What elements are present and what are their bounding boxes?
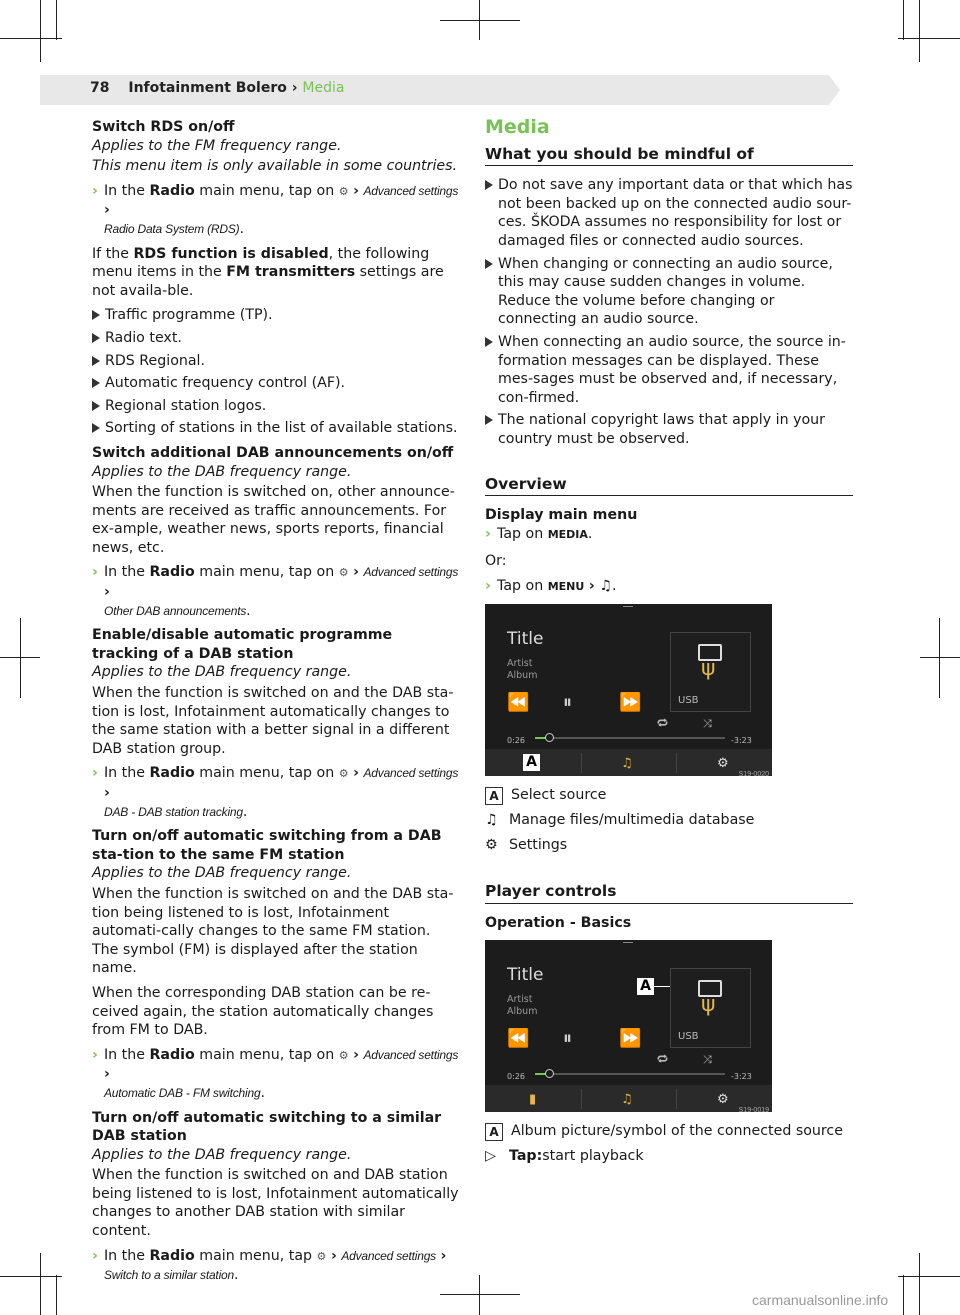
progress-track[interactable] (535, 737, 725, 739)
breadcrumb-separator: › (291, 80, 298, 96)
watermark: carmanualsonline.info (752, 1292, 889, 1308)
gear-icon: ⚙ (316, 1249, 327, 1263)
triangle-bullet-icon (92, 401, 100, 411)
media-heading: Media (485, 116, 550, 138)
rds-if-text: If the RDS function is disabled, the following menu items in the FM transmitters settings are not availa-ble. (92, 245, 444, 299)
similar-title: Turn on/off automatic switching to a similar DAB station (92, 1109, 442, 1145)
triangle-bullet-icon (92, 378, 100, 388)
fm-title: Turn on/off automatic switching from a DAB sta-tion to the same FM station (92, 828, 442, 863)
list-item: When connecting an audio source, the source in-formation messages can be displayed. These mes-sages must be observed and, if necessary, con-firmed. (485, 333, 853, 407)
crop-mark (40, 0, 41, 62)
gear-icon: ⚙ (338, 1048, 349, 1062)
track-applies: Applies to the DAB frequency range. (92, 664, 352, 681)
or-text: Or: (485, 553, 507, 570)
tap-media-step: › Tap on MEDIA. (485, 525, 593, 542)
shuffle-icon[interactable]: ⤨ (703, 1053, 712, 1067)
rds-applies: Applies to the FM frequency range. (92, 137, 342, 154)
chevron-right-icon: › (92, 564, 98, 581)
crop-mark (920, 657, 960, 658)
triangle-bullet-icon (485, 259, 493, 269)
gear-icon: ⚙ (485, 836, 498, 853)
gear-icon: ⚙ (338, 184, 349, 198)
progress-knob[interactable] (545, 733, 554, 742)
similar-applies: Applies to the DAB frequency range. (92, 1146, 352, 1163)
legend-item: ♫ Manage files/multimedia database (485, 812, 755, 829)
left-column (92, 118, 460, 1291)
usb-source-icon[interactable]: ▮ (529, 1092, 537, 1108)
tap-menu-step: › Tap on MENU › ♫. (485, 577, 617, 594)
crop-mark (903, 0, 904, 40)
pause-icon[interactable]: ⏸ (563, 692, 572, 714)
triangle-bullet-icon (92, 333, 100, 343)
chevron-right-icon: › (92, 765, 98, 782)
fm-applies: Applies to the DAB frequency range. (92, 865, 352, 882)
media-screen-figure-1: Title Artist Album ⏪ ⏸ ⏩ ψ USB 🔁︎ ⤨ 0:26 -3:23 A ♫ ⚙ S19-0020 (485, 604, 772, 776)
page-number: 78 (90, 80, 110, 96)
crop-mark (440, 20, 520, 21)
fm-text-1: When the function is switched on and the DAB sta-tion being listened to is lost, Infotainment automati-cally changes to the same FM station. The symbol (FM) is displayed after the station name. (92, 885, 454, 977)
media-screen-figure-2: Title Artist Album ⏪ ⏸ ⏩ ψ USB A 🔁︎ ⤨ 0:26 -3:23 ▮ ♫ ⚙ S19-0019 (485, 940, 772, 1112)
right-column (485, 118, 853, 1172)
crop-mark (56, 1275, 57, 1315)
callout-a: A (523, 754, 540, 771)
list-item: Traffic programme (TP). (92, 306, 460, 325)
list-item: RDS Regional. (92, 352, 460, 371)
callout-a: A (637, 978, 654, 995)
playlist-icon: ♫ (485, 812, 498, 829)
fast-forward-icon[interactable]: ⏩ (619, 1028, 642, 1050)
chevron-right-icon: › (485, 525, 491, 542)
rewind-icon[interactable]: ⏪ (507, 1028, 530, 1050)
mindful-heading: What you should be mindful of (485, 145, 853, 167)
rds-title: Switch RDS on/off (92, 119, 235, 135)
chevron-right-icon: › (92, 182, 98, 199)
gear-icon: ⚙ (338, 566, 349, 580)
tap-playback-item: ▷ Tap: start playback (485, 1148, 644, 1165)
chevron-right-icon: › (485, 577, 491, 594)
list-item: The national copyright laws that apply in your country must be observed. (485, 411, 853, 448)
crop-mark (440, 1294, 520, 1295)
legend-item: A Album picture/symbol of the connected source (485, 1122, 853, 1141)
chevron-right-icon: › (92, 1046, 98, 1063)
track-text: When the function is switched on and the DAB sta-tion is lost, Infotainment automatically changes to the same station with a better signal in a different DAB station group. (92, 685, 454, 757)
similar-text: When the function is switched on and DAB station being listened to is lost, Infotainment automatically changes to another DAB station with similar content. (92, 1167, 459, 1240)
player-heading: Player controls (485, 882, 853, 904)
fm-step: › In the Radio main menu, tap on ⚙ › Advanced settings › Automatic DAB - FM switching. (92, 1046, 459, 1101)
page-header (90, 80, 344, 96)
playlist-icon[interactable]: ♫ (621, 1092, 633, 1108)
breadcrumb-current: Media (302, 80, 345, 96)
crop-mark (0, 1276, 62, 1277)
crop-mark (479, 1275, 480, 1315)
crop-mark (20, 618, 21, 698)
pause-icon[interactable]: ⏸ (563, 1028, 572, 1050)
fm-text-2: When the corresponding DAB station can be re-ceived again, the station automatically changes from FM to DAB. (92, 984, 434, 1039)
overview-heading: Overview (485, 475, 853, 497)
playlist-icon[interactable]: ♫ (621, 756, 633, 772)
triangle-bullet-icon (92, 423, 100, 433)
crop-mark (898, 38, 960, 39)
breadcrumb-main: Infotainment Bolero (128, 80, 287, 96)
track-title: Enable/disable automatic programme tracking of a DAB station (92, 627, 393, 662)
track-step: › In the Radio main menu, tap on ⚙ › Advanced settings › DAB - DAB station tracking. (92, 765, 459, 820)
legend-item: ⚙ Settings (485, 836, 568, 853)
crop-mark (919, 1253, 920, 1315)
display-title: Display main menu (485, 507, 638, 524)
crop-mark (919, 0, 920, 62)
progress-track[interactable] (535, 1073, 725, 1075)
list-item: When changing or connecting an audio source, this may cause sudden changes in volume. Reduce the volume before changing or connecting an audio source. (485, 255, 853, 329)
play-outline-icon: ▷ (485, 1148, 496, 1165)
list-item: Automatic frequency control (AF). (92, 374, 460, 393)
dab-applies: Applies to the DAB frequency range. (92, 463, 352, 480)
progress-knob[interactable] (545, 1069, 554, 1078)
usb-symbol-icon: ψ (701, 992, 716, 1018)
crop-mark (898, 1276, 960, 1277)
triangle-bullet-icon (92, 356, 100, 366)
rewind-icon[interactable]: ⏪ (507, 692, 530, 714)
crop-mark (939, 618, 940, 698)
similar-step: › In the Radio main menu, tap ⚙ › Advanced settings › Switch to a similar station. (92, 1247, 447, 1284)
list-item: Regional station logos. (92, 397, 460, 416)
usb-symbol-icon: ψ (701, 656, 716, 682)
music-note-icon: ♫ (599, 577, 612, 594)
dab-title: Switch additional DAB announcements on/off (92, 444, 454, 461)
repeat-icon[interactable]: 🔁︎ (657, 717, 668, 731)
shuffle-icon[interactable]: ⤨ (703, 717, 712, 731)
gear-icon[interactable]: ⚙ (717, 756, 729, 772)
rds-step: › In the Radio main menu, tap on ⚙ › Advanced settings › Radio Data System (RDS). (92, 182, 459, 237)
basics-title: Operation - Basics (485, 914, 632, 931)
mindful-list (485, 176, 853, 448)
crop-mark (903, 1275, 904, 1315)
chevron-right-icon: › (92, 1247, 98, 1264)
fast-forward-icon[interactable]: ⏩ (619, 692, 642, 714)
rds-item-list (92, 306, 460, 438)
triangle-bullet-icon (92, 310, 100, 320)
crop-mark (40, 1253, 41, 1315)
crop-mark (56, 0, 57, 40)
list-item: Radio text. (92, 329, 460, 348)
dab-step: › In the Radio main menu, tap on ⚙ › Advanced settings › Other DAB announcements. (92, 564, 459, 619)
gear-icon[interactable]: ⚙ (717, 1092, 729, 1108)
dab-text: When the function is switched on, other announce-ments are received as traffic announcements. For ex-ample, weather news, sports reports, financial news, etc. (92, 484, 455, 556)
triangle-bullet-icon (485, 180, 493, 190)
crop-mark (0, 657, 40, 658)
gear-icon: ⚙ (338, 767, 349, 781)
legend-item: A Select source (485, 786, 853, 805)
crop-mark (0, 38, 62, 39)
list-item: Sorting of stations in the list of available stations. (92, 419, 460, 438)
rds-note: This menu item is only available in some countries. (92, 158, 458, 175)
triangle-bullet-icon (485, 337, 493, 347)
list-item: Do not save any important data or that which has not been backed up on the connected audio sour-ces. ŠKODA assumes no responsibility for lost or damaged files or connected audio sources. (485, 176, 853, 250)
repeat-icon[interactable]: 🔁︎ (657, 1053, 668, 1067)
triangle-bullet-icon (485, 415, 493, 425)
